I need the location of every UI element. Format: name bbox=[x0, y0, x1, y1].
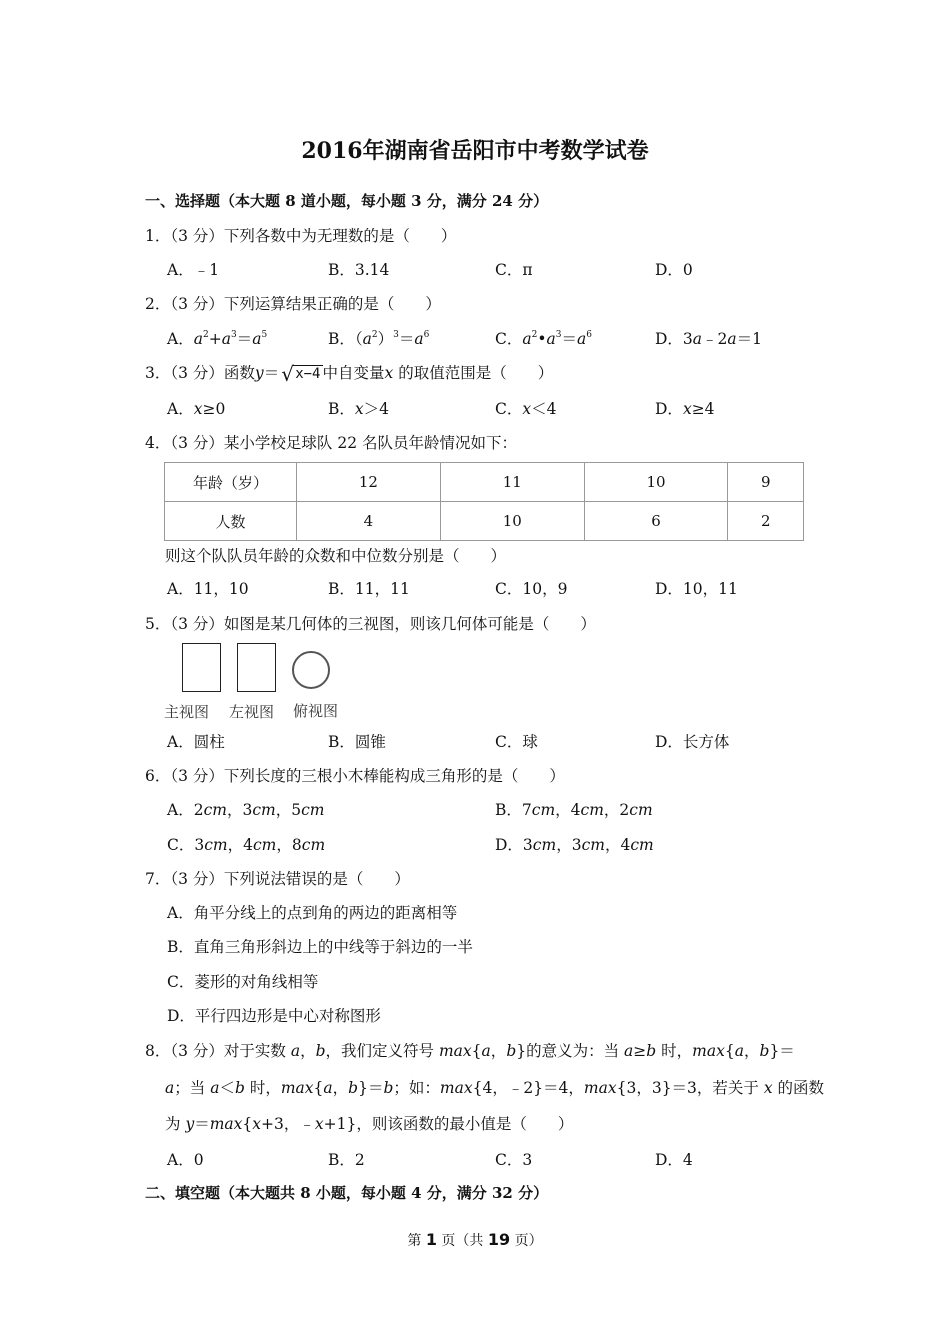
q8-option-a: A．0 bbox=[167, 1151, 204, 1169]
table-cell: 人数 bbox=[165, 502, 297, 541]
q3-option-b: B．x＞4 bbox=[328, 400, 390, 418]
question-3 bbox=[145, 361, 554, 386]
q2-option-d: D．3a﹣2a＝1 bbox=[655, 330, 763, 348]
q3-number: 3．（3 分） bbox=[145, 364, 224, 382]
question-8-line-2: a；当 a＜b 时，max{a，b}＝b；如：max{4，﹣2}＝4，max{3，3}＝3，若关于 x 的函数 bbox=[165, 1079, 825, 1097]
q1-option-d: D．0 bbox=[655, 261, 693, 279]
footer-text: 页） bbox=[510, 1233, 543, 1249]
q6-option-c: C．3cm，4cm，8cm bbox=[167, 836, 326, 854]
top-view-circle bbox=[292, 651, 330, 689]
q5-option-b: B．圆锥 bbox=[328, 733, 386, 751]
q6-number: 6．（3 分） bbox=[145, 767, 224, 785]
q4-stem: 某小学校足球队 22 名队员年龄情况如下： bbox=[223, 434, 517, 452]
question-1 bbox=[145, 224, 456, 246]
q4-option-b: B．11，11 bbox=[328, 580, 410, 598]
footer-text: 页（共 bbox=[436, 1233, 488, 1249]
q1-option-a: A．﹣1 bbox=[167, 261, 220, 279]
total-page-count: 19 bbox=[487, 1230, 511, 1249]
q3-option-c: C．x＜4 bbox=[495, 400, 557, 418]
q3-option-a: A．x≥0 bbox=[167, 400, 226, 418]
q4-followup: 则这个队队员年龄的众数和中位数分别是（ ） bbox=[165, 547, 507, 565]
q3-option-d: D．x≥4 bbox=[655, 400, 715, 418]
q1-number: 1．（3 分） bbox=[145, 227, 224, 245]
table-cell: 2 bbox=[728, 502, 804, 541]
current-page-number: 1 bbox=[425, 1230, 437, 1249]
question-4 bbox=[145, 431, 517, 453]
table-cell: 10 bbox=[584, 463, 728, 502]
q3-radicand: x−4 bbox=[295, 366, 321, 382]
q6-option-a: A．2cm，3cm，5cm bbox=[167, 801, 325, 819]
q5-stem: 如图是某几何体的三视图，则该几何体可能是（ ） bbox=[223, 615, 596, 633]
q7-option-c: C．菱形的对角线相等 bbox=[167, 973, 319, 991]
q8-option-c: C．3 bbox=[495, 1151, 533, 1169]
table-cell: 4 bbox=[297, 502, 441, 541]
q3-var-y: y bbox=[254, 364, 264, 382]
q5-option-d: D．长方体 bbox=[655, 733, 730, 751]
sqrt-expression: √ x−4 bbox=[281, 362, 321, 386]
table-cell: 11 bbox=[440, 463, 584, 502]
q2-number: 2．（3 分） bbox=[145, 295, 224, 313]
view-label-front: 主视图 bbox=[164, 703, 210, 721]
q6-option-d: D．3cm，3cm，4cm bbox=[495, 836, 654, 854]
q2-option-c: C．$a^2•a^3=a^6$ bbox=[495, 330, 592, 348]
q4-option-d: D．10，11 bbox=[655, 580, 738, 598]
question-5 bbox=[145, 612, 596, 634]
table-cell: 9 bbox=[728, 463, 804, 502]
q7-stem: 下列说法错误的是（ ） bbox=[223, 870, 410, 888]
view-label-left: 左视图 bbox=[229, 703, 275, 721]
section-heading-choice: 一、选择题（本大题 8 道小题，每小题 3 分，满分 24 分） bbox=[145, 192, 549, 210]
page-title: 2016年湖南省岳阳市中考数学试卷 bbox=[301, 138, 649, 164]
footer-text: 第 bbox=[407, 1233, 426, 1249]
q7-option-d: D．平行四边形是中心对称图形 bbox=[167, 1007, 381, 1025]
q7-number: 7．（3 分） bbox=[145, 870, 224, 888]
question-2 bbox=[145, 292, 441, 314]
question-7 bbox=[145, 867, 410, 889]
q3-equals: ＝ bbox=[263, 364, 280, 382]
q2-option-b: B．$(a^2)^3=a^6$ bbox=[328, 330, 430, 348]
q1-stem: 下列各数中为无理数的是（ ） bbox=[223, 227, 457, 245]
q4-number: 4．（3 分） bbox=[145, 434, 224, 452]
question-8-line-1: 8．（3 分）对于实数 a，b，我们定义符号 max{a，b}的意义为：当 a≥b 时，max{a，b}＝ bbox=[145, 1042, 795, 1060]
q3-stem-part2: 中自变量 bbox=[322, 364, 385, 382]
view-label-top: 俯视图 bbox=[293, 702, 339, 720]
table-cell: 12 bbox=[297, 463, 441, 502]
q3-stem-part3: 的取值范围是（ ） bbox=[393, 364, 554, 382]
q3-var-x: x bbox=[384, 364, 394, 382]
q5-option-a: A．圆柱 bbox=[167, 733, 225, 751]
question-8-line-3: 为 y＝max{x+3，﹣x+1}，则该函数的最小值是（ ） bbox=[165, 1115, 574, 1133]
q4-option-c: C．10，9 bbox=[495, 580, 568, 598]
table-cell: 6 bbox=[584, 502, 728, 541]
q8-option-b: B．2 bbox=[328, 1151, 365, 1169]
q2-stem: 下列运算结果正确的是（ ） bbox=[223, 295, 441, 313]
q5-number: 5．（3 分） bbox=[145, 615, 224, 633]
table-row bbox=[165, 463, 804, 502]
q5-option-c: C．球 bbox=[495, 733, 538, 751]
front-view-rectangle bbox=[182, 643, 221, 692]
q6-option-b: B．7cm，4cm，2cm bbox=[495, 801, 653, 819]
table-cell: 年龄（岁） bbox=[165, 463, 297, 502]
q3-stem-part: 函数 bbox=[223, 364, 255, 382]
q1-option-c: C．π bbox=[495, 261, 533, 279]
q4-option-a: A．11，10 bbox=[167, 580, 249, 598]
age-table bbox=[164, 462, 804, 541]
page-footer bbox=[0, 1230, 950, 1250]
q8-option-d: D．4 bbox=[655, 1151, 693, 1169]
table-row bbox=[165, 502, 804, 541]
section-heading-fill: 二、填空题（本大题共 8 小题，每小题 4 分，满分 32 分） bbox=[145, 1184, 549, 1202]
q7-option-a: A．角平分线上的点到角的两边的距离相等 bbox=[167, 904, 458, 922]
side-view-rectangle bbox=[237, 643, 276, 692]
table-cell: 10 bbox=[440, 502, 584, 541]
q1-option-b: B．3.14 bbox=[328, 261, 390, 279]
q2-option-a: A．$a^2+a^3=a^5$ bbox=[167, 330, 268, 348]
q8-number: 8．（3 分） bbox=[145, 1042, 224, 1060]
q6-stem: 下列长度的三根小木棒能构成三角形的是（ ） bbox=[223, 767, 565, 785]
q7-option-b: B．直角三角形斜边上的中线等于斜边的一半 bbox=[167, 938, 473, 956]
question-6 bbox=[145, 764, 565, 786]
